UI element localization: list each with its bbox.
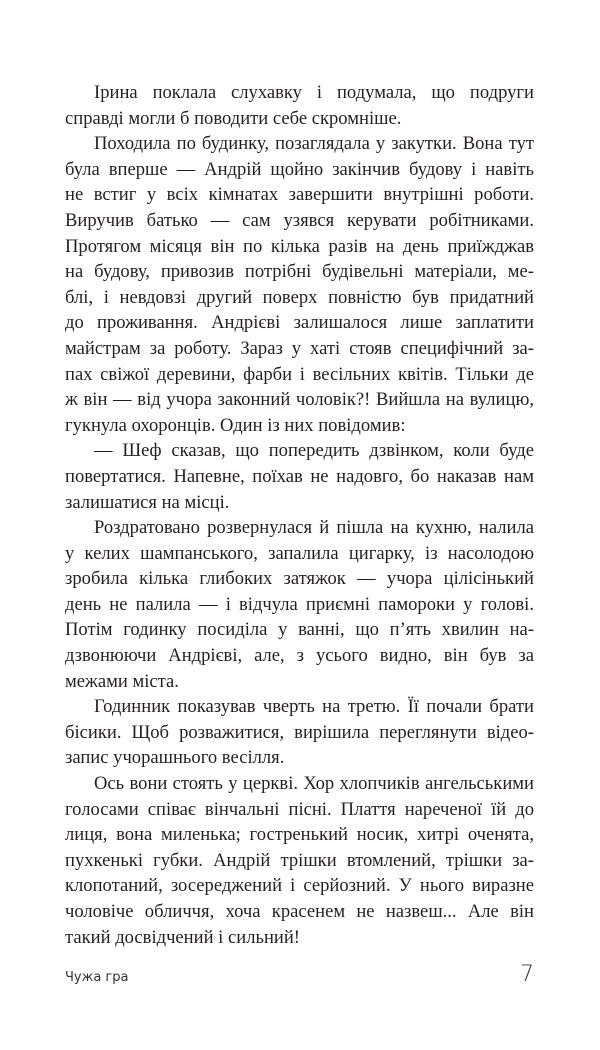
text-line: Потім годинку посиділа у ванні, що п’ять хвилин на- xyxy=(65,619,534,641)
text-line: запис учорашнього весілля. xyxy=(65,747,285,769)
paragraph xyxy=(65,771,534,950)
paragraph xyxy=(65,80,534,131)
text-line: пах свіжої деревини, фарби і весільних квітів. Тільки де xyxy=(65,363,534,385)
text-line: пухкенькі губки. Андрій трішки втомлений, трішки за- xyxy=(65,849,534,871)
text-line: на будову, привозив потрібні будівельні матеріали, ме- xyxy=(65,261,534,283)
text-line: справді могли б поводити себе скромніше. xyxy=(65,107,402,129)
text-line: була вперше — Андрій щойно закінчив будову і навіть xyxy=(65,158,534,180)
text-line: — Шеф сказав, що попередить дзвінком, коли буде xyxy=(94,440,534,462)
text-line: дзвонюючи Андрієві, але, з усього видно, він був за xyxy=(65,645,534,667)
text-line: майстрам за роботу. Зараз у хаті стояв специфічний за- xyxy=(65,337,534,359)
text-line: не встиг у всіх кімнатах завершити внутрішні роботи. xyxy=(65,184,534,206)
paragraph xyxy=(65,515,534,694)
text-line: ж він — від учора законний чоловік?! Вийшла на вулицю, xyxy=(65,389,534,411)
text-line: межами міста. xyxy=(65,670,179,692)
paragraph xyxy=(65,438,534,515)
text-line: голосами співає вінчальні пісні. Плаття нареченої їй до xyxy=(65,798,534,820)
page-body-text xyxy=(65,80,534,950)
text-line: блі, і невдовзі другий поверх повністю був придатний xyxy=(65,286,534,308)
text-line: Походила по будинку, позаглядала у закутки. Вона тут xyxy=(94,133,534,155)
text-line: лиця, вона миленька; гостренький носик, хитрі оченята, xyxy=(65,824,534,846)
text-line: чоловіче обличчя, хоча красенем не назвеш... Але він xyxy=(65,901,534,922)
text-line: клопотаний, зосереджений і серйозний. У нього виразне xyxy=(65,875,534,897)
paragraph xyxy=(65,131,534,438)
text-line: Ірина поклала слухавку і подумала, що подруги xyxy=(94,82,534,103)
paragraph xyxy=(65,694,534,771)
text-line: Ось вони стоять у церкві. Хор хлопчиків ангельськими xyxy=(94,773,534,795)
text-line: до проживання. Андрієві залишалося лише заплатити xyxy=(65,312,534,334)
text-line: Виручив батько — сам узявся керувати робітниками. xyxy=(65,209,534,231)
text-line: залишатися на місці. xyxy=(65,491,230,513)
text-line: Роздратовано розвернулася й пішла на кухню, налила xyxy=(94,517,534,539)
text-line: у келих шампанського, запалила цигарку, із насолодою xyxy=(65,542,534,564)
page-number: 7 xyxy=(520,962,534,987)
text-line: бісики. Щоб розважитися, вирішила переглянути відео- xyxy=(65,721,534,743)
running-footer-book-title: Чужа гра xyxy=(65,970,129,985)
text-line: Годинник показував чверть на третю. Її почали брати xyxy=(94,696,534,718)
text-line: зробила кілька глибоких затяжок — учора цілісінький xyxy=(65,568,534,590)
text-line: день не палила — і відчула приємні памороки у голові. xyxy=(65,593,534,615)
text-line: гукнула охоронців. Один із них повідомив: xyxy=(65,414,406,436)
text-line: Протягом місяця він по кілька разів на день приїжджав xyxy=(65,235,534,257)
text-line: такий досвідчений і сильний! xyxy=(65,926,300,948)
text-line: повертатися. Напевне, поїхав не надовго, бо наказав нам xyxy=(65,465,534,487)
